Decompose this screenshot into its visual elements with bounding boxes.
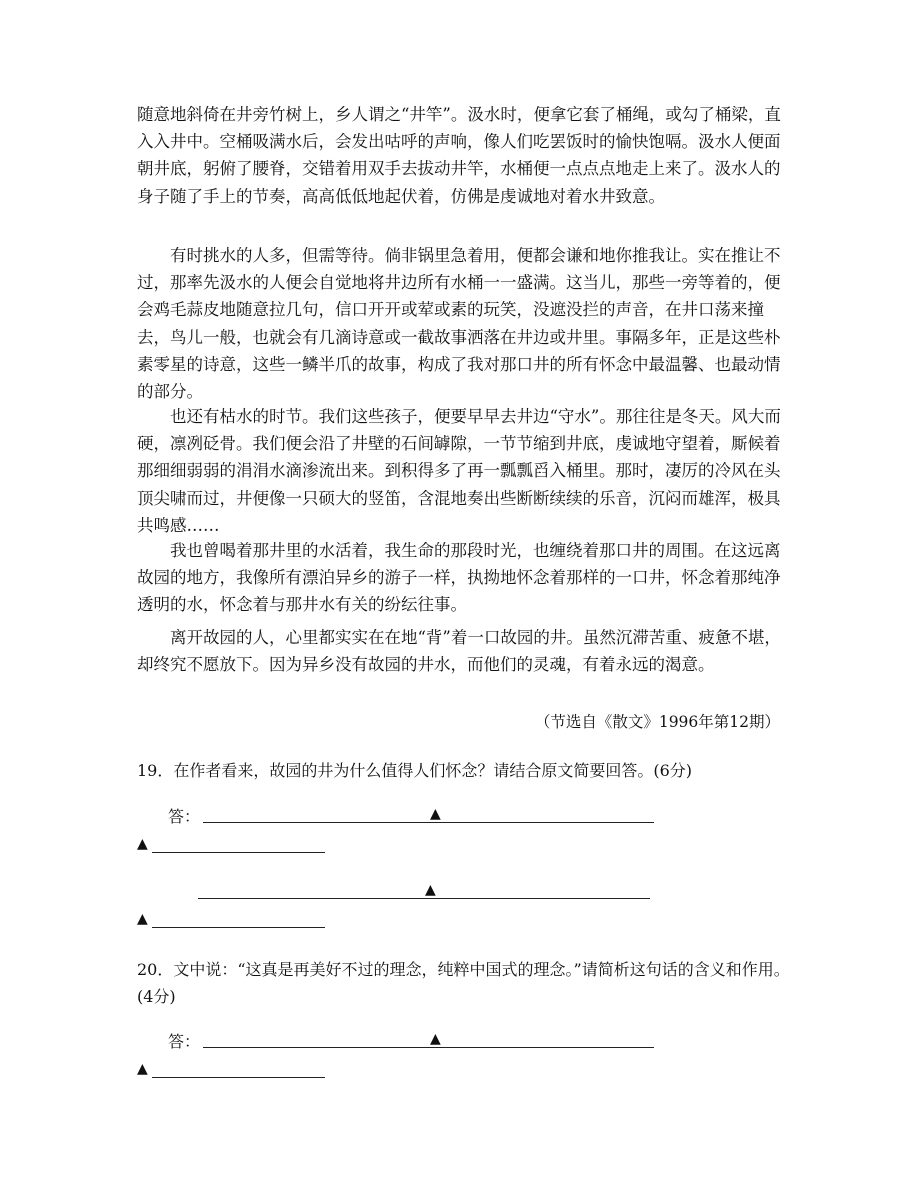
blank-marker-icon: ▲ [425,882,436,898]
blank-marker-icon: ▲ [430,1031,441,1047]
answer-line-19-1[interactable] [203,822,654,823]
paragraph-2: 有时挑水的人多，但需等待。倘非锅里急着用，便都会谦和地你推我让。实在推让不过，那率先汲水的人便会自觉地将井边所有水桶一一盛满。这当儿，那些一旁等着的，便会鸡毛蒜皮地随意拉几句，信口开开或荤或素的玩笑，没遮没拦的声音，在井口荡来撞去，鸟儿一般，也就会有几滴诗意或一截故事洒落在井边或井里。事隔多年，正是这些朴素零星的诗意，这些一鳞半爪的故事，构成了我对那口井的所有怀念中最温馨、也最动情的部分。 [137,246,781,402]
answer-line-19-2[interactable] [152,852,325,853]
paragraph-4: 我也曾喝着那井里的水活着，我生命的那段时光，也缠绕着那口井的周围。在这远离故园的地方，我像所有漂泊异乡的游子一样，执拗地怀念着那样的一口井，怀念着那纯净透明的水，怀念着与那井水有关的纷纭往事。 [137,541,781,615]
paragraph-5: 离开故园的人，心里都实实在在地“背”着一口故园的井。虽然沉滞苦重、疲惫不堪，却终究不愿放下。因为异乡没有故园的井水，而他们的灵魂，有着永远的渴意。 [137,628,781,675]
paragraph-3: 也还有枯水的时节。我们这些孩子，便要早早去井边“守水”。那往往是冬天。风大而硬，凛冽砭骨。我们便会沿了井壁的石间罅隙，一节节缩到井底，虔诚地守望着，厮候着那细细弱弱的涓涓水滴渗流出来。到积得多了再一瓢瓢舀入桶里。那时，凄厉的冷风在头顶尖啸而过，井便像一只硕大的竖笛，含混地奏出些断断续续的乐音，沉闷而雄浑，极具共鸣感…… [137,407,781,535]
answer-label-20: 答： [168,1032,201,1051]
question-19: 19．在作者看来，故园的井为什么值得人们怀念？请结合原文简要回答。(6分) [137,761,693,780]
answer-label-19: 答： [168,807,201,826]
blank-marker-icon: ▲ [137,1061,148,1077]
answer-line-20-1[interactable] [203,1047,654,1048]
paragraph-1: 随意地斜倚在井旁竹树上，乡人谓之“井竿”。汲水时，便拿它套了桶绳，或勾了桶梁，直入入井中。空桶吸满水后，会发出咕呼的声响，像人们吃罢饭时的愉快饱嗝。汲水人便面朝井底，躬俯了腰脊，交错着用双手去拔动井竿，水桶便一点点点地走上来了。汲水人的身子随了手上的节奏，高高低低地起伏着，仿佛是虔诚地对着水井致意。 [137,105,781,206]
answer-line-19-4[interactable] [152,927,325,928]
answer-line-19-3[interactable] [198,898,650,899]
blank-marker-icon: ▲ [137,911,148,927]
blank-marker-icon: ▲ [137,836,148,852]
blank-marker-icon: ▲ [430,806,441,822]
answer-line-20-2[interactable] [152,1077,325,1078]
question-20: 20．文中说：“这真是再美好不过的理念，纯粹中国式的理念。”请简析这句话的含义和作用。(4分) [137,960,790,1006]
source-citation: （节选自《散文》1996年第12期） [534,713,780,731]
